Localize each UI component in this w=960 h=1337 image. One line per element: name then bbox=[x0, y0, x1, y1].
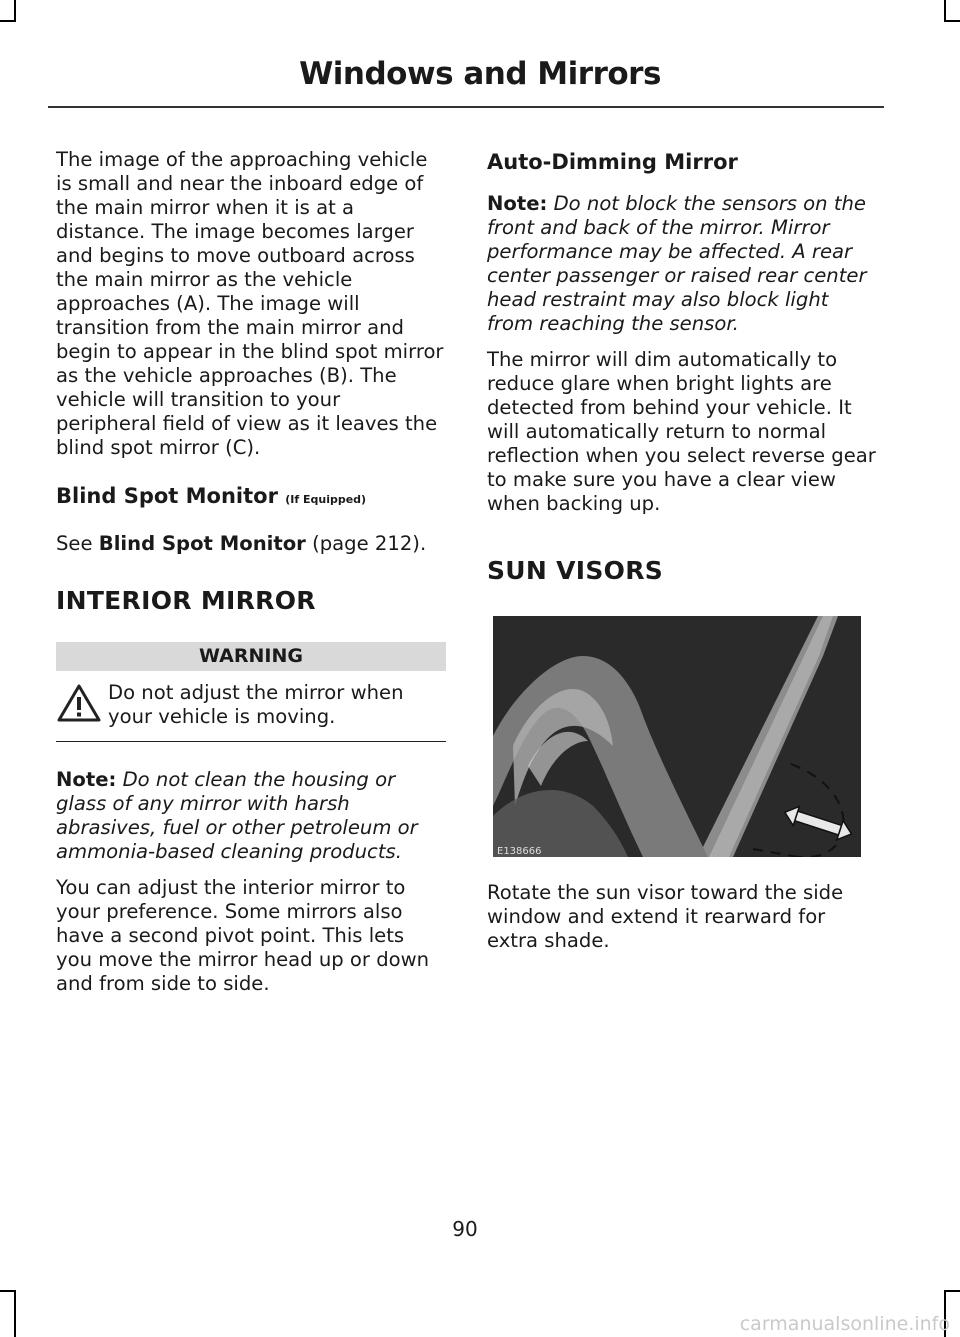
auto-dim-paragraph: The mirror will dim automatically to reduce glare when bright lights are detected from behind your vehicle. It will automatically return to normal reflection when you select reverse gear to make sure you have a clear view when backing up. bbox=[487, 348, 876, 515]
sun-visor-paragraph: Rotate the sun visor toward the side window and extend it rearward for extra shade. bbox=[487, 881, 844, 952]
see-prefix: See bbox=[56, 532, 99, 555]
see-suffix: (page 212). bbox=[305, 532, 427, 555]
cleaning-note bbox=[56, 768, 446, 864]
left-column bbox=[56, 148, 446, 1008]
auto-dimming-heading: Auto-Dimming Mirror bbox=[487, 150, 738, 174]
warning-box bbox=[56, 642, 446, 742]
right-column bbox=[487, 148, 877, 965]
note-text: Do not clean the housing or glass of any mirror with harsh abrasives, fuel or other petroleum or ammonia-based cleaning products. bbox=[56, 768, 418, 863]
if-equipped-tag: (If Equipped) bbox=[285, 493, 367, 506]
crop-mark bbox=[14, 0, 16, 22]
crop-mark bbox=[944, 0, 946, 22]
warning-label: WARNING bbox=[56, 642, 446, 671]
crop-mark bbox=[14, 1290, 16, 1337]
crop-mark bbox=[0, 1290, 16, 1292]
page-number: 90 bbox=[452, 1217, 478, 1241]
sun-visors-heading: SUN VISORS bbox=[487, 556, 664, 585]
see-reference-paragraph bbox=[56, 532, 446, 556]
figure-id: E138666 bbox=[497, 846, 542, 857]
adjust-mirror-paragraph: You can adjust the interior mirror to your preference. Some mirrors also have a second pivot point. This lets you move the mirror head up or down and from side to side. bbox=[56, 876, 430, 995]
note-text: Do not block the sensors on the front and back of the mirror. Mirror performance may be affected. A rear center passenger or raised rear center head restraint may also block light from reaching the sensor. bbox=[487, 192, 867, 335]
blind-spot-monitor-heading bbox=[56, 482, 446, 514]
sensor-note bbox=[487, 192, 877, 336]
crop-mark bbox=[944, 20, 960, 22]
header-divider bbox=[48, 106, 884, 108]
warning-body bbox=[56, 671, 446, 742]
note-label: Note: bbox=[487, 192, 548, 215]
sun-visor-illustration bbox=[493, 616, 861, 857]
warning-text: Do not adjust the mirror when your vehicle is moving. bbox=[108, 681, 404, 728]
crop-mark bbox=[0, 20, 16, 22]
page-title: Windows and Mirrors bbox=[299, 56, 661, 92]
crop-mark bbox=[944, 1290, 960, 1292]
note-label: Note: bbox=[56, 768, 117, 791]
blind-spot-monitor-link[interactable]: Blind Spot Monitor bbox=[98, 532, 306, 555]
interior-mirror-heading: INTERIOR MIRROR bbox=[56, 586, 316, 615]
watermark[interactable]: carmanualsonline.info bbox=[739, 1313, 950, 1335]
warning-triangle-icon bbox=[56, 683, 108, 727]
blind-spot-monitor-heading-text: Blind Spot Monitor bbox=[56, 484, 278, 508]
blind-spot-intro-paragraph: The image of the approaching vehicle is small and near the inboard edge of the main mirror when it is at a distance. The image becomes larger and begins to move outboard across the main mirror as the vehicle approaches (A). The image will transition from the main mirror and begin to appear in the blind spot mirror as the vehicle approaches (B). The vehicle will transition to your peripheral field of view as it leaves the blind spot mirror (C). bbox=[56, 148, 444, 459]
